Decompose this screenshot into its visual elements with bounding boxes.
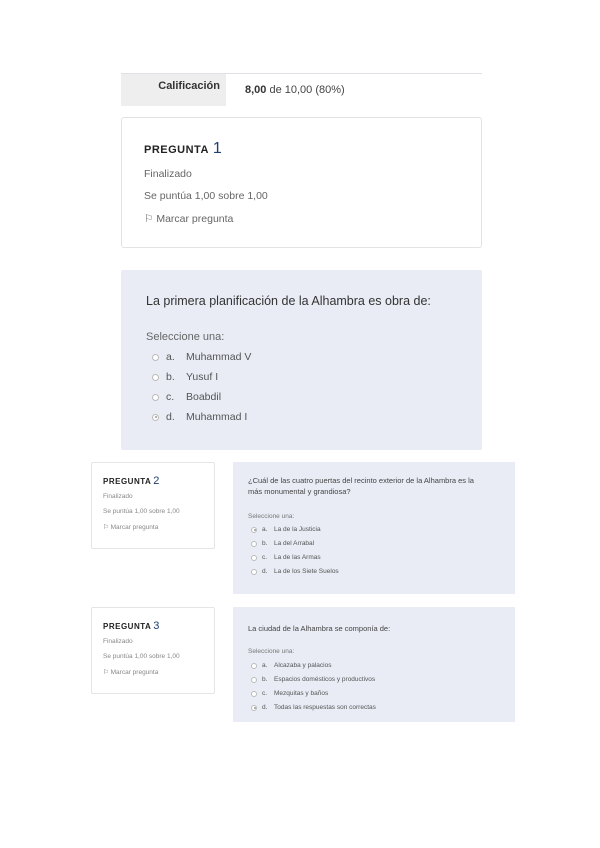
radio-icon[interactable] [251, 569, 257, 575]
question-score: Se puntúa 1,00 sobre 1,00 [144, 190, 268, 202]
answer-option-c[interactable] [152, 391, 221, 403]
question-number: 3 [153, 620, 160, 632]
answer-prompt: Seleccione una: [248, 648, 295, 655]
answer-option-c[interactable] [251, 554, 321, 561]
radio-icon[interactable] [251, 527, 257, 533]
flag-question-link[interactable] [103, 668, 158, 676]
radio-icon[interactable] [251, 691, 257, 697]
grade-row [121, 73, 482, 105]
answer-option-a[interactable] [251, 662, 331, 669]
radio-icon[interactable] [251, 705, 257, 711]
radio-icon[interactable] [251, 555, 257, 561]
question-status: Finalizado [144, 168, 192, 180]
answer-option-a[interactable] [251, 526, 321, 533]
flag-icon: ⚐ [144, 213, 154, 225]
option-letter: b. [262, 676, 268, 683]
answer-option-d[interactable] [251, 568, 339, 575]
option-text: Yusuf I [186, 371, 219, 383]
flag-label: Marcar pregunta [110, 669, 159, 676]
grade-total: de 10,00 (80%) [266, 84, 345, 96]
question-label: PREGUNTA [144, 144, 209, 156]
option-text: Boabdil [186, 391, 222, 403]
option-text: Muhammad V [186, 351, 252, 363]
option-text: Muhammad I [186, 411, 248, 423]
flag-icon: ⚐ [103, 524, 109, 531]
option-letter: b. [166, 371, 175, 383]
option-letter: d. [262, 704, 268, 711]
option-text: Todas las respuestas son correctas [274, 704, 376, 711]
option-letter: c. [262, 554, 268, 561]
question-3-info [91, 607, 215, 694]
question-1-info [121, 117, 482, 248]
option-text: La del Arrabal [274, 540, 315, 547]
option-text: La de la Justicia [274, 526, 321, 533]
question-score: Se puntúa 1,00 sobre 1,00 [103, 653, 180, 660]
question-status: Finalizado [103, 638, 133, 645]
answer-prompt: Seleccione una: [146, 331, 225, 343]
radio-icon[interactable] [152, 354, 159, 361]
question-2-heading [103, 475, 160, 487]
question-3-heading [103, 620, 160, 632]
option-letter: c. [166, 391, 175, 403]
flag-label: Marcar pregunta [156, 213, 234, 225]
question-text: La primera planificación de la Alhambra es obra de: [146, 294, 431, 308]
radio-icon[interactable] [251, 541, 257, 547]
question-text-line: más monumental y grandiosa? [248, 487, 351, 496]
flag-icon: ⚐ [103, 669, 109, 676]
question-number: 1 [212, 140, 223, 157]
question-label: PREGUNTA [103, 622, 152, 631]
question-text: La ciudad de la Alhambra se componía de: [248, 624, 391, 633]
option-text: Alcazaba y palacios [274, 662, 332, 669]
answer-option-b[interactable] [251, 676, 375, 683]
question-text-line: ¿Cuál de las cuatro puertas del recinto exterior de la Alhambra es la [248, 476, 474, 485]
question-1-heading [144, 140, 222, 158]
grade-score: 8,00 [245, 84, 267, 96]
question-label: PREGUNTA [103, 477, 152, 486]
question-status: Finalizado [103, 493, 133, 500]
option-letter: a. [262, 526, 268, 533]
flag-question-link[interactable] [103, 523, 158, 531]
flag-question-link[interactable] [144, 213, 233, 225]
answer-option-d[interactable] [152, 411, 247, 423]
option-letter: d. [166, 411, 175, 423]
radio-icon[interactable] [152, 374, 159, 381]
option-text: Espacios domésticos y productivos [274, 676, 376, 683]
answer-prompt: Seleccione una: [248, 513, 295, 520]
option-letter: a. [262, 662, 268, 669]
option-letter: d. [262, 568, 268, 575]
question-number: 2 [153, 475, 160, 487]
answer-option-d[interactable] [251, 704, 376, 711]
radio-icon[interactable] [251, 663, 257, 669]
grade-label: Calificación [121, 74, 226, 106]
option-text: Mezquitas y baños [274, 690, 329, 697]
question-2-content [233, 462, 515, 594]
answer-option-c[interactable] [251, 690, 328, 697]
option-text: La de las Armas [274, 554, 321, 561]
grade-value [245, 84, 345, 96]
answer-option-a[interactable] [152, 351, 251, 363]
radio-icon[interactable] [152, 394, 159, 401]
answer-option-b[interactable] [152, 371, 218, 383]
radio-icon[interactable] [152, 414, 159, 421]
question-1-content [121, 270, 482, 450]
option-letter: a. [166, 351, 175, 363]
question-text [248, 475, 503, 497]
option-letter: c. [262, 690, 268, 697]
answer-option-b[interactable] [251, 540, 314, 547]
flag-label: Marcar pregunta [110, 524, 159, 531]
option-text: La de los Siete Suelos [274, 568, 339, 575]
question-3-content [233, 607, 515, 722]
option-letter: b. [262, 540, 268, 547]
radio-icon[interactable] [251, 677, 257, 683]
question-2-info [91, 462, 215, 549]
question-score: Se puntúa 1,00 sobre 1,00 [103, 508, 180, 515]
